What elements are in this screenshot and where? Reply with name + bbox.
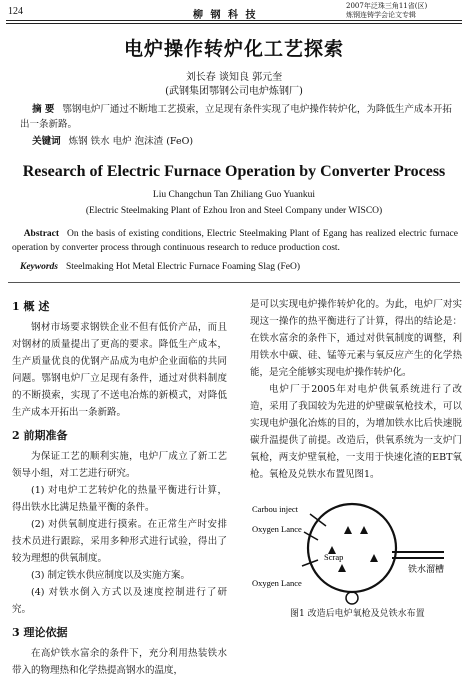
issue-info [346,2,427,20]
right-paragraph-1: 是可以实现电炉操作转炉化的。为此，电炉厂对实现这一操作的热平衡进行了计算，得出的结论是：在铁水富余的条件下，通过对供氧制度的调整，利用铁水中碳、硅、锰等元素与氧反应产生的化学热能，是完全能够实现电炉操作转炉化。 [250,299,462,378]
label-scrap: Scrap [324,552,344,562]
section-2-title: 2 前期准备 [12,429,68,442]
section-1-paragraph: 钢材市场要求钢铁企业不但有低价产品，而且对钢材的质量提出了更高的要求。降低生产成本，生产质量优良的优钢产品成为电炉企业面临的共同问题。鄂钢电炉厂立足现有条件，通过对供料制度的不断摸索，实现了不送电冶炼的新模式，对降低生产成本开拓出一条新路。 [12,322,227,418]
section-2-paragraph-1: 为保证工艺的顺利实施，电炉厂成立了新工艺领导小组，对工艺进行研究。 [12,451,227,479]
section-2-item-2: (2) 对供氧制度进行摸索。在正常生产时安排技术员进行跟踪，采用多种形式进行试验，得出了较为理想的供氧制度。 [12,519,227,564]
cn-title: 电炉操作转炉化工艺探索 [123,38,344,60]
scrap-marker [360,526,368,534]
cn-keywords-label: 关键词 [32,136,61,147]
furnace-shell [308,504,396,592]
right-column [250,296,462,483]
section-1-title: 1 概 述 [12,300,50,313]
furnace-layout-figure [252,480,462,626]
section-3-paragraph: 在高炉铁水富余的条件下，充分利用热装铁水带入的物理热和化学热提高钢水的温度， [12,648,227,676]
cn-keywords-text: 炼钢 铁水 电炉 泡沫渣 (FeO) [68,136,194,147]
en-keywords-text: Steelmaking Hot Metal Electric Furnace Foaming Slag (FeO) [66,262,301,272]
label-trough: 铁水溜槽 [408,565,445,575]
scrap-marker [338,564,346,572]
issue-line-1: 2007年泛珠三角11省(区) [346,2,428,10]
left-column [12,296,227,679]
right-paragraph-2: 电炉厂于2005年对电炉供氧系统进行了改造，采用了我国较为先进的炉壁碳氧枪技术，可以实现电炉强化冶炼的目的，为增加铁水比后快速脱碳升温提供了前提。改造后，供氧系统为一支炉门氧枪，两支炉壁氧枪，一支用于快速化渣的EBT氧枪。氧枪及兑铁水布置见图1。 [250,384,462,480]
header-rule-thin [6,23,462,24]
ebt-tap [346,592,358,604]
cn-authors: 刘长春 谈知良 郭元奎 [185,72,283,83]
scrap-marker [370,554,378,562]
en-keywords [20,262,452,272]
cn-abstract-label: 摘 要 [32,104,55,115]
section-divider [8,282,460,283]
section-2-item-1: (1) 对电炉工艺转炉化的热量平衡进行计算，得出铁水比满足热量平衡的条件。 [12,485,227,513]
en-affiliation: (Electric Steelmaking Plant of Ezhou Iron and Steel Company under WISCO) [85,206,383,216]
cn-abstract-text: 鄂钢电炉厂通过不断地工艺摸索，立足现有条件实现了电炉操作转炉化，为降低生产成本开拓出一条新路。 [20,104,452,130]
section-2-item-4: (4) 对铁水倒入方式以及速度控制进行了研究。 [12,587,227,615]
issue-line-2: 炼钢连铸学会论文专辑 [346,11,416,19]
label-oxygen-lance-2: Oxygen Lance [252,578,302,588]
en-abstract [12,227,458,255]
journal-name: 柳 钢 科 技 [193,10,258,21]
en-keywords-label: Keywords [20,262,58,272]
section-3-title: 3 理论依据 [12,626,68,639]
page-number: 124 [8,6,23,17]
header-rule [6,20,462,21]
cn-keywords [20,133,452,147]
figure-caption: 图1 改造后电炉氧枪及兑铁水布置 [290,609,425,619]
en-abstract-label: Abstract [23,229,60,239]
label-carbon-inject: Carbou inject [252,504,299,514]
scrap-marker [344,526,352,534]
en-authors: Liu Changchun Tan Zhiliang Guo Yuankui [152,190,316,200]
en-abstract-text: On the basis of existing conditions, Electric Steelmaking Plant of Egang has realized electric furnace operation by converter process through continuous research to reduce production cost. [12,229,458,253]
en-title: Research of Electric Furnace Operation by Converter Process [22,163,446,180]
section-2-item-3: (3) 制定铁水供应制度以及实施方案。 [31,570,190,581]
label-oxygen-lance-1: Oxygen Lance [252,524,302,534]
cn-affiliation: (武钢集团鄂钢公司电炉炼钢厂) [165,86,303,97]
cn-abstract [20,102,452,132]
